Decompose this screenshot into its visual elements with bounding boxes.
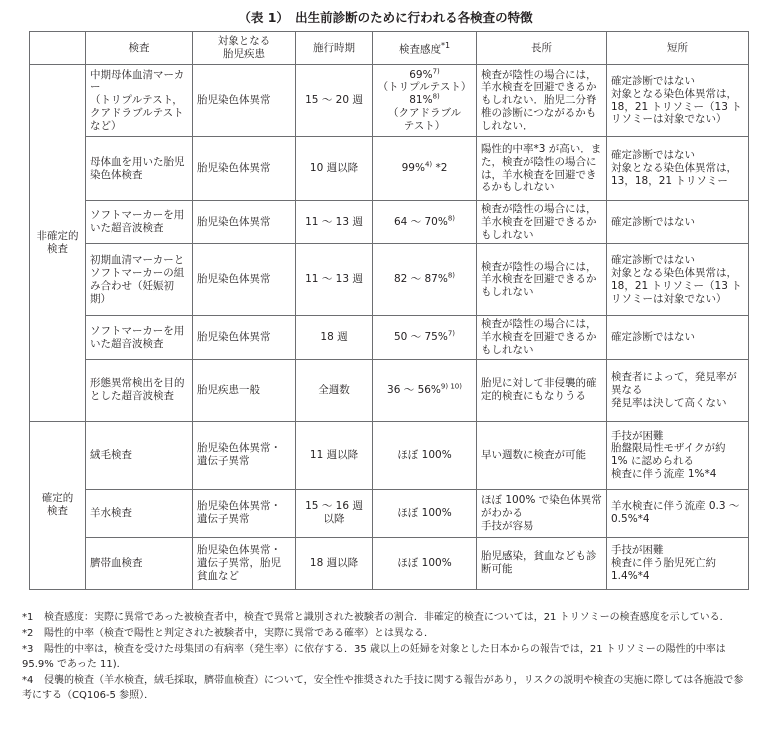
cell-timing <box>296 421 373 489</box>
sensitivity-value: ほぼ 100% <box>397 506 452 519</box>
header-row <box>30 32 749 65</box>
table-row <box>30 489 749 537</box>
cons-item: 検査者によって，発見率が異なる <box>611 371 737 396</box>
cell-test <box>86 359 193 421</box>
cons-item: 羊水検査に伴う流産 0.3 ～ 0.5%*4 <box>611 500 740 526</box>
cons-item: 検査に伴う胎児死亡約 1.4%*4 <box>611 556 716 582</box>
cons-item: 手技が困難 <box>611 544 664 557</box>
footnote-mark: *4 <box>22 675 34 686</box>
timing-value: 11 ～ 13 週 <box>305 273 363 286</box>
target-disease: 胎児染色体異常 <box>197 215 271 228</box>
timing-value: 15 ～ 16 週以降 <box>305 500 363 526</box>
cell-cons <box>607 137 749 201</box>
cell-test <box>86 421 193 489</box>
cell-sensitivity <box>373 489 477 537</box>
cons-item: 確定診断ではない <box>611 215 695 228</box>
cell-test <box>86 244 193 316</box>
cons-item: 対象となる染色体異常は，13，18，21 トリソミー <box>611 162 737 187</box>
sensitivity-value: ほぼ 100% <box>397 556 452 569</box>
cell-pros <box>477 201 607 244</box>
cell-pros <box>477 489 607 537</box>
table-row <box>30 537 749 589</box>
test-name: 初期血清マーカーとソフトマーカーの組み合わせ（妊娠初期） <box>90 254 185 305</box>
pros-text: 胎児感染，貧血なども診断可能 <box>481 550 597 576</box>
header-test: 検査 <box>86 32 193 65</box>
reference-mark: 9) 10) <box>440 382 462 391</box>
test-name: 羊水検査 <box>90 506 132 519</box>
cell-target <box>193 359 296 421</box>
header-sensitivity: 検査感度$^{*1}$ <box>373 32 477 65</box>
cons-item: 確定診断ではない <box>611 74 695 87</box>
pros-text: 早い週数に検査が可能 <box>481 448 586 461</box>
cell-timing <box>296 137 373 201</box>
cell-target <box>193 244 296 316</box>
cons-item: 検査に伴う流産 1%*4 <box>611 468 717 481</box>
header-group <box>30 32 86 65</box>
cell-timing <box>296 359 373 421</box>
test-name: ソフトマーカーを用いた超音波検査 <box>90 324 185 350</box>
timing-value: 10 週以降 <box>309 162 359 175</box>
target-disease: 胎児染色体異常 <box>197 94 271 107</box>
cell-sensitivity <box>373 137 477 201</box>
cell-sensitivity <box>373 65 477 137</box>
table-row <box>30 244 749 316</box>
cell-cons <box>607 421 749 489</box>
cell-cons <box>607 359 749 421</box>
target-disease: 胎児染色体異常 <box>197 162 271 175</box>
cell-timing <box>296 65 373 137</box>
cons-item: 手技が困難 <box>611 429 664 442</box>
cell-timing <box>296 316 373 359</box>
footnotes <box>22 610 752 704</box>
footnote-text: 陽性的中率（検査で陽性と判定された被験者中，実際に異常である確率）とは異なる． <box>44 628 434 639</box>
cons-item: 対象となる染色体異常は，18，21 トリソミー（13 トリソミーは対象でない） <box>611 87 742 126</box>
cell-pros <box>477 537 607 589</box>
group-confirm <box>30 421 86 589</box>
cell-test <box>86 137 193 201</box>
timing-value: 18 週 <box>320 331 348 344</box>
table-row <box>30 65 749 137</box>
pros-text: 検査が陰性の場合には，羊水検査を回避できるかもしれない．胎児二分脊椎の診断につながるかもしれない． <box>481 68 597 132</box>
timing-value: 18 週以降 <box>309 556 359 569</box>
cell-target <box>193 65 296 137</box>
pros-text: ほぼ 100% で染色体異常がわかる 手技が容易 <box>481 494 602 532</box>
reference-mark: 7) <box>447 329 456 338</box>
cell-sensitivity <box>373 316 477 359</box>
sensitivity-value: 69% <box>409 68 433 81</box>
cell-pros <box>477 244 607 316</box>
table-title: （表 1） 出生前診断のために行われる各検査の特徴 <box>238 10 533 25</box>
pros-text: 胎児に対して非侵襲的確定的検査にもなりうる <box>481 377 597 403</box>
target-disease: 胎児染色体異常・遺伝子異常 <box>197 500 281 526</box>
pros-text: 陽性的中率*3 が高い．また，検査が陰性の場合には，羊水検査を回避できるかもしれない <box>481 142 602 194</box>
cell-timing <box>296 537 373 589</box>
test-name: ソフトマーカーを用いた超音波検査 <box>90 209 185 235</box>
cell-target <box>193 489 296 537</box>
footnote-mark: *3 <box>22 644 34 655</box>
test-name: 絨毛検査 <box>90 448 132 461</box>
reference-mark: 8) <box>432 92 440 101</box>
group-nonconfirm <box>30 65 86 422</box>
test-name: 臍帯血検査 <box>90 556 143 569</box>
reference-mark: 8) <box>447 271 456 280</box>
timing-value: 11 週以降 <box>309 448 359 461</box>
header-timing: 施行時期 <box>296 32 373 65</box>
footnote-mark: *1 <box>22 612 34 623</box>
cell-target <box>193 201 296 244</box>
header-pros: 長所 <box>477 32 607 65</box>
sensitivity-value: 36 ～ 56% <box>387 383 441 396</box>
cell-sensitivity <box>373 421 477 489</box>
reference-mark: 8) <box>447 214 456 223</box>
cell-test <box>86 201 193 244</box>
cell-timing <box>296 201 373 244</box>
footnote-text: 侵襲的検査（羊水検査，絨毛採取，臍帯血検査）について，安全性や推奨された手技に関する報告があり，リスクの説明や検査の実施に際しては各施設で参考にする（CQ106-5 参照）． <box>22 675 744 701</box>
target-disease: 胎児染色体異常・遺伝子異常 <box>197 442 281 468</box>
test-name: 形態異常検出を目的とした超音波検査 <box>90 377 185 403</box>
cell-timing <box>296 489 373 537</box>
sensitivity-value: （トリプルテスト） 81% <box>377 81 472 107</box>
cell-test <box>86 537 193 589</box>
table-row <box>30 201 749 244</box>
cell-sensitivity <box>373 359 477 421</box>
table-row <box>30 316 749 359</box>
cons-item: 対象となる染色体異常は，18，21 トリソミー（13 トリソミーは対象でない） <box>611 267 742 305</box>
header-target: 対象となる 胎児疾患 <box>193 32 296 65</box>
sensitivity-value: 99% <box>401 162 425 175</box>
cell-cons <box>607 537 749 589</box>
cell-target <box>193 316 296 359</box>
target-disease: 胎児染色体異常 <box>197 273 271 286</box>
footnote-text: 陽性的中率は，検査を受けた母集団の有病率（発生率）に依存する．35 歳以上の妊婦を対象とした日本からの報告では，21 トリソミーの陽性的中率は 95.9% であった 11)． <box>22 644 726 670</box>
cell-pros <box>477 359 607 421</box>
header-cons: 短所 <box>607 32 749 65</box>
cell-test <box>86 489 193 537</box>
cell-sensitivity <box>373 201 477 244</box>
footnote <box>22 626 752 641</box>
footnote-mark: *2 <box>22 628 34 639</box>
target-disease: 胎児染色体異常・遺伝子異常，胎児貧血など <box>197 544 281 582</box>
sensitivity-note: （クアドラブル テスト） <box>387 106 462 132</box>
timing-value: 全週数 <box>318 383 350 396</box>
cell-pros <box>477 137 607 201</box>
pros-text: 検査が陰性の場合には，羊水検査を回避できるかもしれない <box>481 318 597 356</box>
table-row <box>30 359 749 421</box>
cell-target <box>193 137 296 201</box>
sensitivity-value: 50 ～ 75% <box>393 331 448 344</box>
cons-item: 発見率は決して高くない <box>611 396 727 409</box>
cons-item: 胎盤限局性モザイクが約 1% に認められる <box>611 442 726 468</box>
sensitivity-mark: *1 <box>440 40 451 50</box>
test-name: 母体血を用いた胎児染色体検査 <box>90 155 185 181</box>
group-label: 確定的 検査 <box>41 492 74 518</box>
cell-cons <box>607 316 749 359</box>
pros-text: 検査が陰性の場合には，羊水検査を回避できるかもしれない <box>481 260 597 299</box>
cell-test <box>86 316 193 359</box>
pros-text: 検査が陰性の場合には，羊水検査を回避できるかもしれない <box>481 203 597 241</box>
table-row <box>30 421 749 489</box>
cell-sensitivity <box>373 244 477 316</box>
cell-test <box>86 65 193 137</box>
cell-sensitivity <box>373 537 477 589</box>
sensitivity-value: 82 ～ 87% <box>393 273 448 286</box>
cons-item: 確定診断ではない <box>611 331 695 344</box>
cell-pros <box>477 65 607 137</box>
reference-mark: 4) <box>424 160 433 169</box>
cell-cons <box>607 244 749 316</box>
cell-cons <box>607 201 749 244</box>
cell-cons <box>607 65 749 137</box>
sensitivity-value: ほぼ 100% <box>397 448 452 461</box>
test-name: 中期母体血清マーカー （トリプルテスト，クアドラブルテストなど） <box>90 68 185 132</box>
footnote-mark: *2 <box>432 162 448 175</box>
sensitivity-value: 64 ～ 70% <box>393 215 448 228</box>
cons-item: 確定診断ではない <box>611 254 695 267</box>
timing-value: 15 ～ 20 週 <box>305 94 363 107</box>
timing-value: 11 ～ 13 週 <box>305 215 363 228</box>
cell-timing <box>296 244 373 316</box>
cons-item: 確定診断ではない <box>611 149 695 162</box>
exam-table <box>29 31 749 590</box>
target-disease: 胎児染色体異常 <box>197 331 271 344</box>
table-row <box>30 137 749 201</box>
cell-cons <box>607 489 749 537</box>
cell-pros <box>477 316 607 359</box>
footnote <box>22 673 752 703</box>
target-disease: 胎児疾患一般 <box>197 383 260 396</box>
footnote <box>22 642 752 672</box>
cell-target <box>193 421 296 489</box>
footnote <box>22 610 752 625</box>
cell-target <box>193 537 296 589</box>
reference-mark: 7) <box>432 67 440 75</box>
footnote-text: 検査感度：実際に異常であった被検査者中，検査で異常と識別された被験者の割合．非確定的検査については，21 トリソミーの検査感度を示している． <box>44 612 730 623</box>
group-label: 非確定的 検査 <box>36 230 79 255</box>
cell-pros <box>477 421 607 489</box>
